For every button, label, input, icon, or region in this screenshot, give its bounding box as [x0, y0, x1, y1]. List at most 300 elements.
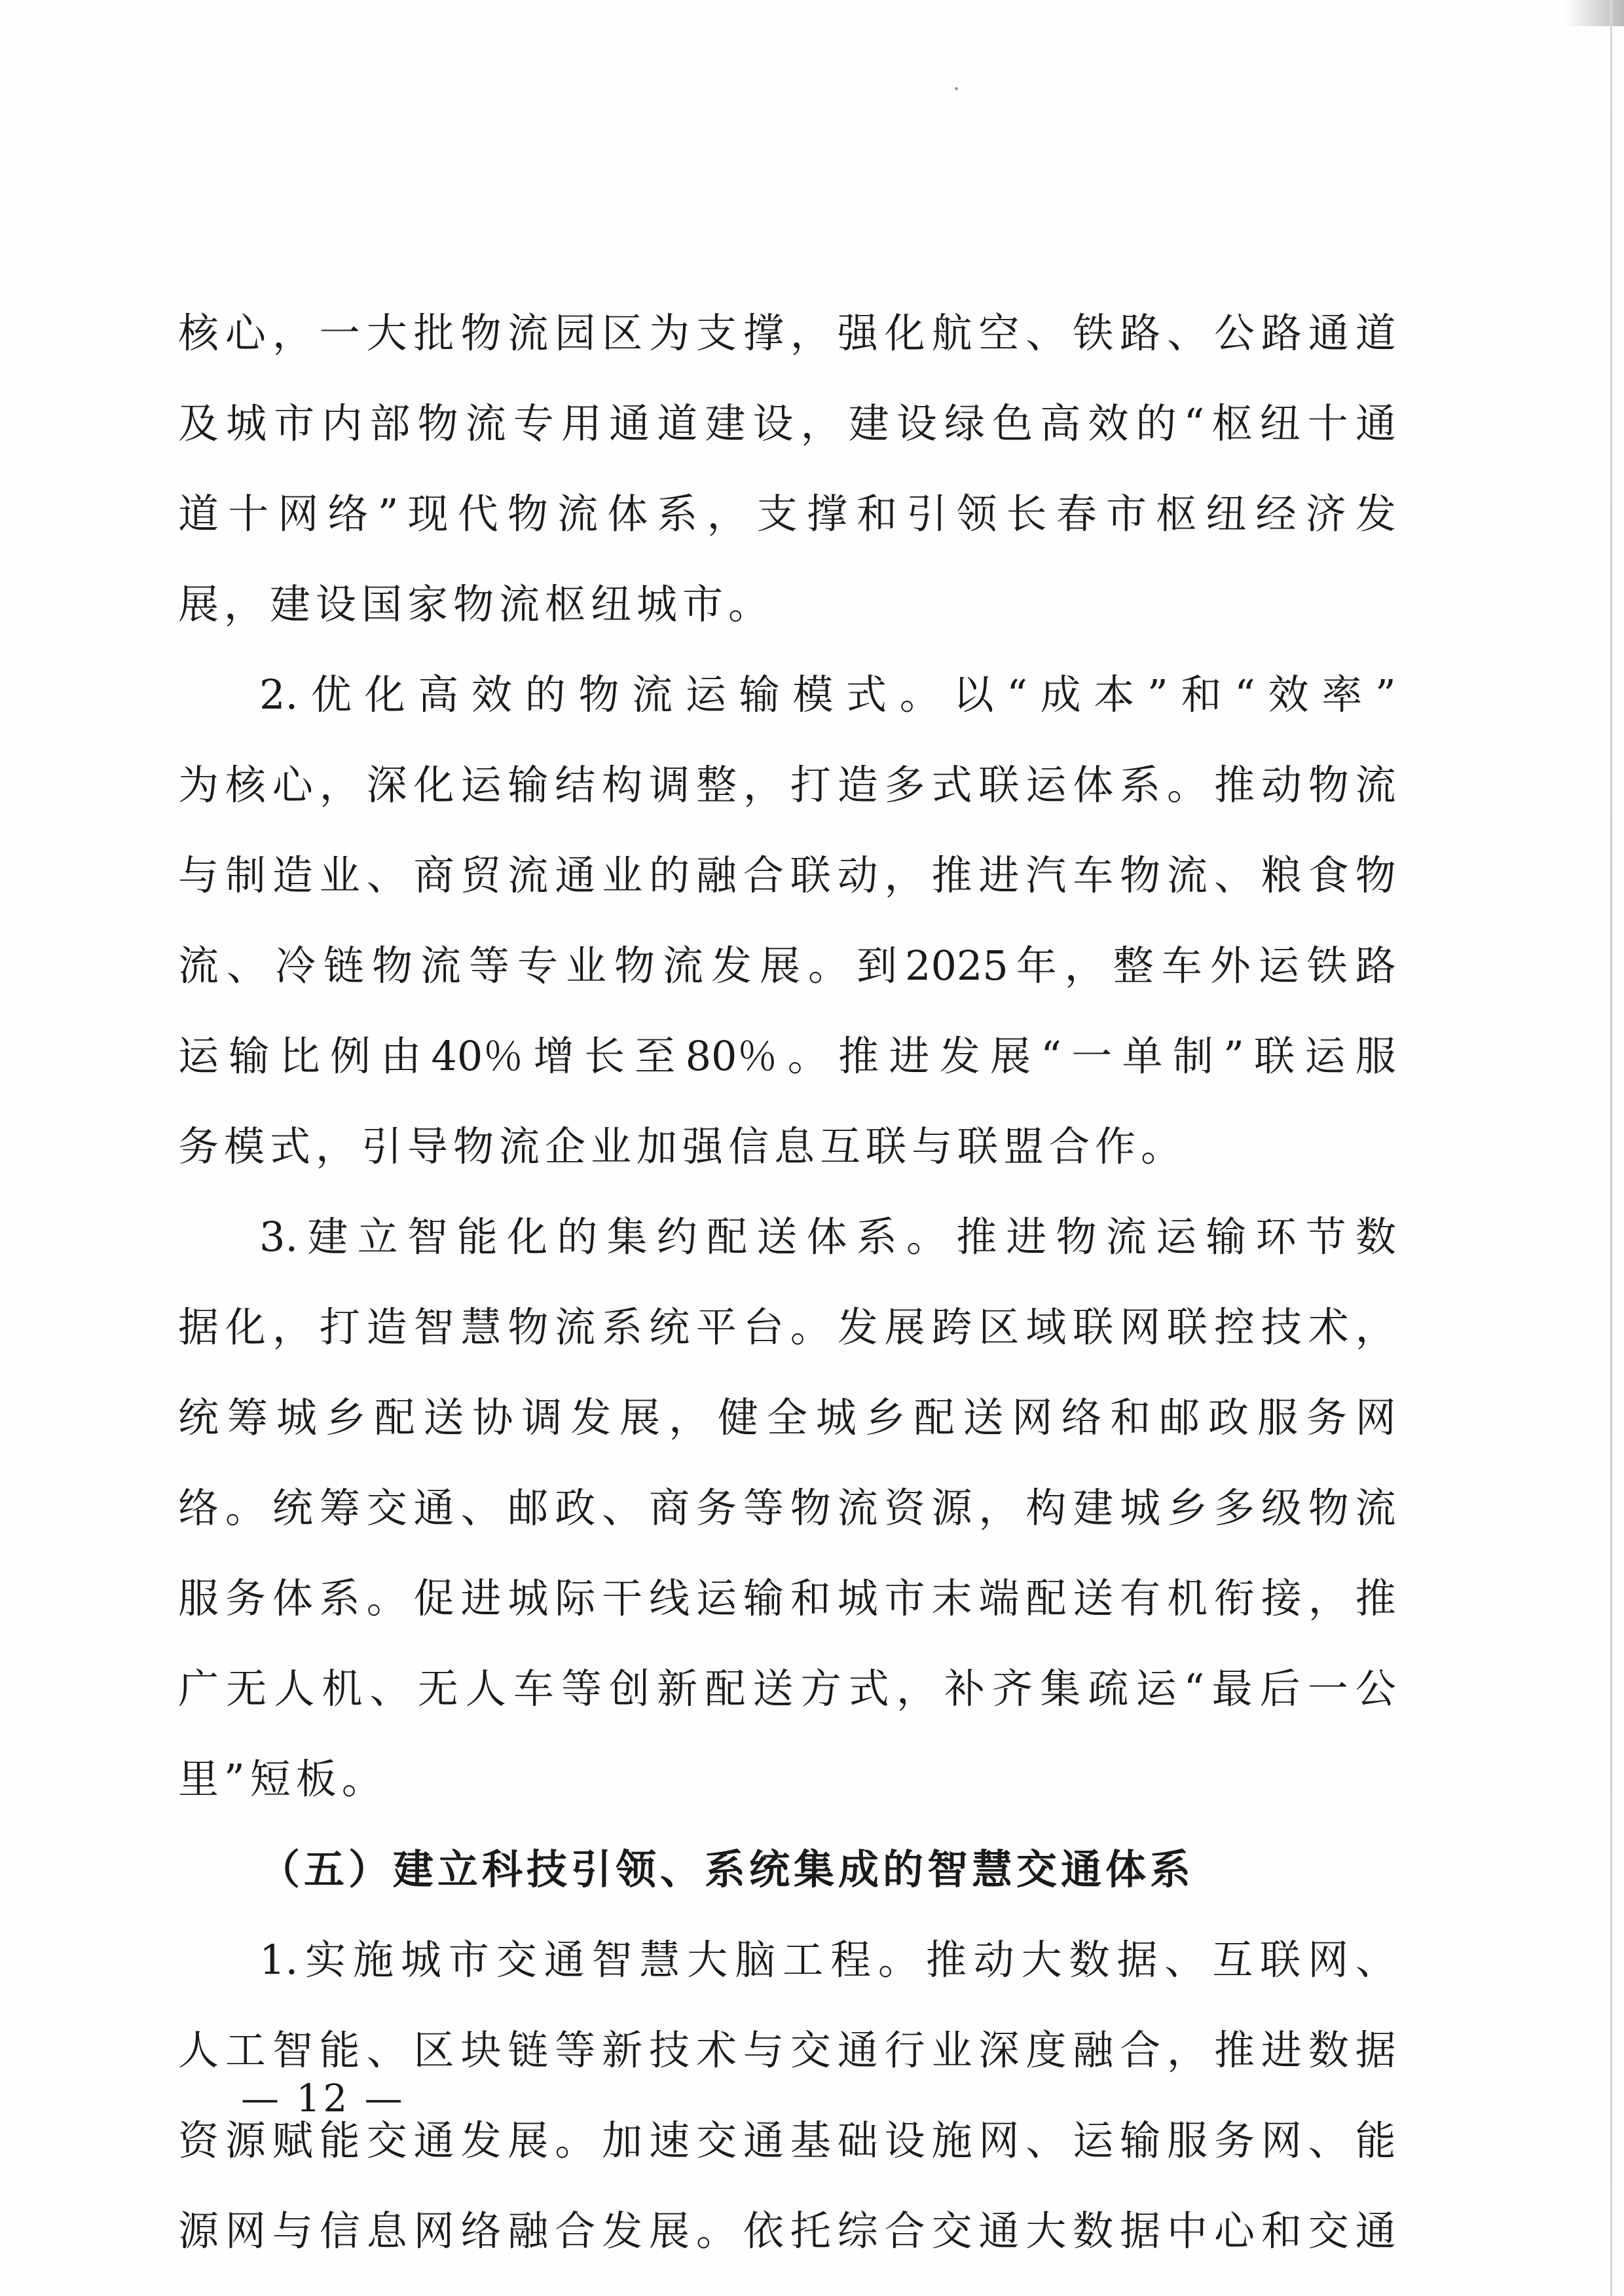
text-glyph: 网 — [225, 2207, 266, 2255]
text-glyph: 输 — [739, 671, 780, 718]
text-glyph: 等 — [561, 1665, 602, 1713]
scan-shadow — [1565, 0, 1624, 26]
text-glyph: ” — [377, 490, 399, 538]
text-glyph: “ — [1234, 671, 1255, 718]
text-glyph: 运 — [460, 761, 502, 809]
text-glyph: 、 — [1308, 2117, 1349, 2164]
text-glyph: 干 — [602, 1574, 643, 1622]
text-glyph: 综 — [837, 2207, 878, 2255]
text-glyph: 速 — [649, 2117, 690, 2164]
text-glyph: 整 — [1113, 942, 1154, 990]
text-glyph: 合 — [743, 851, 784, 899]
text-glyph: 流 — [1355, 1484, 1396, 1532]
text-glyph: 人 — [274, 1665, 315, 1713]
text-glyph: 物 — [1355, 851, 1396, 899]
text-glyph: 由 — [380, 1032, 422, 1080]
text-glyph: 施 — [352, 1936, 394, 1984]
text-glyph: ， — [1355, 1303, 1396, 1351]
text-glyph: 贸 — [460, 851, 502, 899]
text-glyph: 大 — [1025, 2207, 1067, 2255]
text-glyph: 机 — [1167, 1574, 1208, 1622]
text-glyph: 现 — [407, 490, 449, 538]
text-glyph: 多 — [884, 761, 925, 809]
text-glyph: 通 — [609, 399, 650, 447]
text-glyph: 数 — [1069, 1936, 1110, 1984]
text-glyph: ” — [1147, 671, 1168, 718]
text-glyph: 动 — [837, 851, 878, 899]
text-glyph: 大 — [366, 309, 407, 357]
text-glyph: 送 — [423, 1394, 464, 1441]
text-glyph: 源 — [931, 1484, 972, 1532]
text-glyph: 式 — [848, 1665, 889, 1713]
text-glyph: 网 — [1355, 1394, 1396, 1441]
text-glyph: 输 — [1206, 1213, 1247, 1261]
text-glyph: 春 — [1056, 490, 1097, 538]
text-glyph: 进 — [1261, 2026, 1302, 2074]
text-glyph: 加 — [602, 2117, 643, 2164]
text-line — [178, 830, 1396, 921]
text-glyph: 发 — [711, 942, 752, 990]
text-glyph: 端 — [978, 1574, 1020, 1622]
text-glyph: 数 — [1073, 2207, 1114, 2255]
text-glyph: 推 — [925, 1936, 967, 1984]
text-glyph: “ — [1041, 1032, 1061, 1080]
text-glyph: 资 — [884, 1484, 925, 1532]
text-glyph: 物 — [790, 1484, 831, 1532]
text-glyph: 据 — [1120, 2207, 1161, 2255]
text-glyph: 智 — [591, 1936, 633, 1984]
text-glyph: 无 — [417, 1665, 458, 1713]
text-glyph: 化 — [364, 671, 405, 718]
text-glyph: 城 — [400, 1936, 441, 1984]
text-glyph: 输 — [1120, 2117, 1161, 2164]
text-glyph: 粮 — [1261, 851, 1302, 899]
page-number: — 12 — — [241, 2076, 405, 2120]
text-glyph: ， — [743, 761, 784, 809]
text-glyph: 、 — [366, 2026, 407, 2074]
text-glyph: 技 — [649, 2026, 690, 2074]
text-glyph: 流 — [663, 942, 704, 990]
text-glyph: 航 — [931, 309, 972, 357]
text-glyph: 通 — [555, 851, 596, 899]
text-glyph: 。 — [899, 671, 940, 718]
text-line: 务模式，引导物流企业加强信息互联与联盟合作。 — [178, 1122, 1187, 1170]
text-glyph: 通 — [978, 2207, 1020, 2255]
text-glyph: 实 — [305, 1936, 346, 1984]
text-glyph: 长 — [583, 1032, 625, 1080]
text-glyph: 推 — [931, 851, 972, 899]
text-glyph: 展 — [619, 1394, 661, 1441]
text-glyph: 务 — [225, 1574, 266, 1622]
text-glyph: 效 — [1088, 399, 1129, 447]
text-glyph: 、 — [1164, 1936, 1206, 1984]
text-glyph: 交 — [366, 2117, 407, 2164]
text-glyph: 交 — [366, 1484, 407, 1532]
text-glyph: 新 — [602, 2026, 643, 2074]
text-glyph: 一 — [319, 309, 360, 357]
text-glyph: 方 — [800, 1665, 841, 1713]
text-glyph: 流 — [178, 942, 219, 990]
text-line — [178, 1373, 1396, 1463]
text-glyph: 统 — [649, 1303, 690, 1351]
text-glyph: 以 — [953, 671, 994, 718]
text-glyph: 业 — [566, 942, 607, 990]
text-glyph: 运 — [685, 671, 726, 718]
text-glyph: 十 — [228, 490, 269, 538]
text-glyph: 化 — [413, 761, 454, 809]
text-glyph: 业 — [319, 851, 360, 899]
text-glyph: 送 — [756, 1213, 798, 1261]
text-glyph: 发 — [837, 1303, 878, 1351]
text-glyph: 业 — [931, 2026, 972, 2074]
text-glyph: 引 — [906, 490, 948, 538]
text-glyph: 1. — [259, 1936, 299, 1984]
text-glyph: 长 — [1006, 490, 1047, 538]
text-glyph: “ — [1183, 1665, 1205, 1713]
text-glyph: 系 — [1120, 761, 1161, 809]
text-glyph: 网 — [1012, 1394, 1053, 1441]
text-glyph: 块 — [460, 2026, 502, 2074]
text-glyph: 调 — [521, 1394, 563, 1441]
text-glyph: 率 — [1321, 671, 1363, 718]
text-glyph: 城 — [276, 1394, 317, 1441]
text-glyph: 市 — [448, 1936, 489, 1984]
text-glyph: 运 — [1304, 1032, 1346, 1080]
text-glyph: 车 — [513, 1665, 554, 1713]
text-glyph: 源 — [225, 2117, 266, 2164]
text-glyph: 。 — [1167, 761, 1208, 809]
text-glyph: 模 — [792, 671, 834, 718]
text-glyph: 推 — [956, 1213, 997, 1261]
text-glyph: 服 — [178, 1574, 219, 1622]
text-glyph: 等 — [469, 942, 510, 990]
text-glyph: 赋 — [272, 2117, 313, 2164]
text-glyph: 物 — [1308, 761, 1349, 809]
text-glyph: 设 — [884, 2117, 925, 2164]
text-glyph: 运 — [178, 1032, 219, 1080]
text-glyph: 网 — [978, 2117, 1020, 2164]
text-glyph: 路 — [1120, 309, 1161, 357]
text-glyph: 撑 — [743, 309, 784, 357]
text-glyph: 物 — [372, 942, 413, 990]
text-glyph: 推 — [1213, 761, 1255, 809]
text-glyph: 流 — [1105, 1213, 1147, 1261]
text-glyph: 展 — [760, 942, 801, 990]
text-glyph: 80％ — [685, 1032, 778, 1080]
text-glyph: 和 — [790, 1574, 831, 1622]
text-glyph: 和 — [1181, 671, 1222, 718]
text-glyph: 系 — [319, 1574, 360, 1622]
text-glyph: 无 — [226, 1665, 267, 1713]
text-glyph: 衔 — [1213, 1574, 1255, 1622]
text-glyph: 区 — [413, 2026, 454, 2074]
text-glyph: 。 — [366, 1574, 407, 1622]
text-line — [178, 740, 1396, 830]
text-glyph: 推 — [1213, 2026, 1255, 2074]
text-glyph: 运 — [695, 1574, 737, 1622]
text-glyph: 展 — [989, 1032, 1031, 1080]
text-glyph: 优 — [310, 671, 352, 718]
text-glyph: 式 — [931, 761, 972, 809]
text-glyph: 流 — [507, 309, 549, 357]
text-glyph: 调 — [649, 761, 690, 809]
text-glyph: 中 — [1167, 2207, 1208, 2255]
text-glyph: 乡 — [1167, 1484, 1208, 1532]
text-glyph: 链 — [323, 942, 365, 990]
text-glyph: 人 — [178, 2026, 219, 2074]
text-glyph: 配 — [374, 1394, 415, 1441]
text-glyph: 能 — [1355, 2117, 1396, 2164]
text-glyph: 输 — [229, 1032, 270, 1080]
text-glyph: 物 — [417, 399, 458, 447]
text-glyph: 区 — [602, 309, 643, 357]
text-glyph: 心 — [225, 309, 266, 357]
text-glyph: 单 — [1122, 1032, 1163, 1080]
text-glyph: 资 — [178, 2117, 219, 2164]
text-glyph: 度 — [1025, 2026, 1067, 2074]
text-glyph: 效 — [1268, 671, 1309, 718]
text-glyph: ， — [319, 761, 360, 809]
text-glyph: 依 — [743, 2207, 784, 2255]
text-glyph: 用 — [561, 399, 602, 447]
text-glyph: 路 — [1261, 309, 1302, 357]
text-glyph: 机 — [322, 1665, 363, 1713]
text-glyph: 、 — [602, 1484, 643, 1532]
text-glyph: 配 — [1025, 1574, 1067, 1622]
text-glyph: 联 — [978, 761, 1020, 809]
text-glyph: 物 — [1056, 1213, 1097, 1261]
text-glyph: 流 — [632, 671, 673, 718]
text-glyph: 效 — [471, 671, 513, 718]
text-glyph: 体 — [607, 490, 648, 538]
text-line: 里”短板。 — [178, 1755, 388, 1803]
text-glyph: 枢 — [1156, 490, 1197, 538]
text-glyph: 据 — [1116, 1936, 1158, 1984]
text-glyph: 例 — [329, 1032, 371, 1080]
text-glyph: 基 — [790, 2117, 831, 2164]
text-glyph: 。 — [695, 2207, 737, 2255]
text-glyph: 多 — [1213, 1484, 1255, 1532]
text-glyph: 际 — [555, 1574, 596, 1622]
text-glyph: 乡 — [864, 1394, 906, 1441]
text-glyph: 通 — [413, 2117, 454, 2164]
text-glyph: 。 — [906, 1213, 947, 1261]
text-glyph: 、 — [1213, 851, 1255, 899]
text-glyph: 商 — [413, 851, 454, 899]
text-glyph: 进 — [978, 851, 1020, 899]
text-glyph: 纽 — [1259, 399, 1301, 447]
text-glyph: 系 — [657, 490, 698, 538]
text-glyph: 色 — [992, 399, 1033, 447]
text-glyph: 。 — [787, 1032, 828, 1080]
text-glyph: 成 — [1040, 671, 1081, 718]
text-line — [178, 1282, 1396, 1373]
text-glyph: 3. — [259, 1213, 299, 1261]
text-glyph: 增 — [533, 1032, 574, 1080]
text-glyph: 体 — [806, 1213, 847, 1261]
text-glyph: 健 — [717, 1394, 758, 1441]
text-glyph: 进 — [460, 1574, 502, 1622]
text-glyph: 广 — [178, 1665, 219, 1713]
text-line — [178, 1011, 1396, 1102]
text-glyph: 2025 — [905, 942, 1008, 990]
text-glyph: 市 — [274, 399, 315, 447]
text-glyph: 与 — [178, 851, 219, 899]
text-glyph: 一 — [1071, 1032, 1113, 1080]
text-glyph: 部 — [369, 399, 411, 447]
text-glyph: 立 — [357, 1213, 398, 1261]
text-glyph: 心 — [1213, 2207, 1255, 2255]
text-glyph: 流 — [1167, 851, 1208, 899]
text-glyph: ， — [978, 1484, 1020, 1532]
text-glyph: 制 — [1172, 1032, 1213, 1080]
text-glyph: 输 — [743, 1574, 784, 1622]
text-glyph: 结 — [555, 761, 596, 809]
text-glyph: 交 — [790, 2026, 831, 2074]
text-glyph: 运 — [1258, 942, 1299, 990]
text-glyph: 物 — [578, 671, 619, 718]
text-glyph: 物 — [1308, 1484, 1349, 1532]
text-glyph: 乡 — [325, 1394, 366, 1441]
text-glyph: 通 — [1355, 2207, 1396, 2255]
text-glyph: 域 — [1025, 1303, 1067, 1351]
text-glyph: 术 — [1308, 1303, 1349, 1351]
text-glyph: 2. — [259, 671, 299, 718]
text-glyph: 车 — [1073, 851, 1114, 899]
text-glyph: 公 — [1355, 1665, 1396, 1713]
text-glyph: 统 — [272, 1484, 313, 1532]
text-glyph: 汽 — [1025, 851, 1067, 899]
text-glyph: 心 — [272, 761, 313, 809]
text-glyph: 通 — [1308, 309, 1349, 357]
text-glyph: 级 — [1261, 1484, 1302, 1532]
text-glyph: 化 — [225, 1303, 266, 1351]
text-glyph: 、 — [1025, 2117, 1067, 2164]
text-glyph: 。 — [225, 1484, 266, 1532]
text-glyph: 经 — [1255, 490, 1297, 538]
text-glyph: 推 — [1355, 1574, 1396, 1622]
text-glyph: 、 — [460, 1484, 502, 1532]
text-glyph: 能 — [457, 1213, 498, 1261]
text-glyph: ， — [272, 1303, 313, 1351]
text-glyph: 构 — [602, 761, 643, 809]
text-glyph: 物 — [1120, 851, 1161, 899]
text-glyph: 高 — [1040, 399, 1081, 447]
text-glyph: 铁 — [1306, 942, 1348, 990]
text-glyph: 化 — [884, 309, 925, 357]
text-glyph: 设 — [896, 399, 937, 447]
text-glyph: 领 — [956, 490, 997, 538]
text-glyph: 务 — [695, 1484, 737, 1532]
text-glyph: 融 — [695, 851, 737, 899]
text-glyph: 交 — [1308, 2207, 1349, 2255]
text-glyph: 与 — [272, 2207, 313, 2255]
text-glyph: 促 — [413, 1574, 454, 1622]
text-glyph: 造 — [366, 1303, 407, 1351]
text-glyph: 慧 — [639, 1936, 680, 1984]
text-glyph: 城 — [815, 1394, 857, 1441]
text-glyph: 通 — [413, 1484, 454, 1532]
text-glyph: 最 — [1211, 1665, 1253, 1713]
text-glyph: 据 — [1355, 2026, 1396, 2074]
text-glyph: 邮 — [1159, 1394, 1200, 1441]
text-glyph: 到 — [857, 942, 898, 990]
text-glyph: 为 — [649, 309, 690, 357]
text-glyph: 推 — [838, 1032, 879, 1080]
text-glyph: 发 — [939, 1032, 980, 1080]
text-glyph: 道 — [178, 490, 219, 538]
text-glyph: 本 — [1094, 671, 1135, 718]
text-glyph: 专 — [513, 399, 554, 447]
text-glyph: 冷 — [275, 942, 316, 990]
text-glyph: 物 — [507, 490, 548, 538]
text-glyph: 批 — [413, 309, 454, 357]
text-glyph: 。 — [790, 1303, 831, 1351]
text-glyph: ， — [896, 1665, 937, 1713]
text-line: 展，建设国家物流枢纽城市。 — [178, 580, 775, 628]
text-glyph: 建 — [1073, 1484, 1114, 1532]
text-glyph: 筹 — [319, 1484, 360, 1532]
text-glyph: 。 — [877, 1936, 919, 1984]
text-glyph: 运 — [1073, 2117, 1114, 2164]
text-glyph: 动 — [973, 1936, 1014, 1984]
text-glyph: 流 — [507, 851, 549, 899]
text-glyph: 运 — [1135, 1665, 1177, 1713]
text-glyph: 网 — [1261, 2117, 1302, 2164]
text-glyph: 联 — [1167, 1303, 1208, 1351]
text-glyph: 公 — [1213, 309, 1255, 357]
text-glyph: 园 — [555, 309, 596, 357]
text-glyph: 交 — [695, 2117, 737, 2164]
text-glyph: “ — [1006, 671, 1027, 718]
text-glyph: 信 — [319, 2207, 360, 2255]
text-glyph: 车 — [1161, 942, 1202, 990]
text-glyph: 通 — [544, 1936, 585, 1984]
text-glyph: ” — [1375, 671, 1396, 718]
text-glyph: 台 — [743, 1303, 784, 1351]
text-glyph: 等 — [555, 2026, 596, 2074]
text-glyph: 大 — [1021, 1936, 1062, 1984]
text-glyph: 深 — [366, 761, 407, 809]
text-glyph: 、 — [369, 1665, 411, 1713]
text-glyph: 通 — [1355, 399, 1396, 447]
text-glyph: 输 — [507, 761, 549, 809]
text-glyph: 发 — [460, 2117, 502, 2164]
text-glyph: 络 — [460, 2207, 502, 2255]
text-glyph: 融 — [507, 2207, 549, 2255]
text-line — [178, 469, 1396, 559]
text-glyph: 互 — [1212, 1936, 1253, 1984]
text-glyph: 物 — [460, 309, 502, 357]
text-line — [178, 1463, 1396, 1553]
text-glyph: ， — [1064, 942, 1105, 990]
text-glyph: 流 — [557, 490, 599, 538]
text-glyph: 施 — [931, 2117, 972, 2164]
text-glyph: 平 — [695, 1303, 737, 1351]
text-glyph: 集 — [1040, 1665, 1081, 1713]
text-glyph: 据 — [178, 1303, 219, 1351]
text-glyph: 。 — [555, 2117, 596, 2164]
text-line — [178, 1553, 1396, 1644]
text-line — [178, 921, 1396, 1011]
text-glyph: 比 — [279, 1032, 320, 1080]
text-glyph: 通 — [743, 2117, 784, 2164]
text-glyph: 协 — [472, 1394, 513, 1441]
text-glyph: 造 — [272, 851, 313, 899]
text-glyph: 术 — [695, 2026, 737, 2074]
text-glyph: 技 — [1261, 1303, 1302, 1351]
text-glyph: 服 — [1167, 2117, 1208, 2164]
